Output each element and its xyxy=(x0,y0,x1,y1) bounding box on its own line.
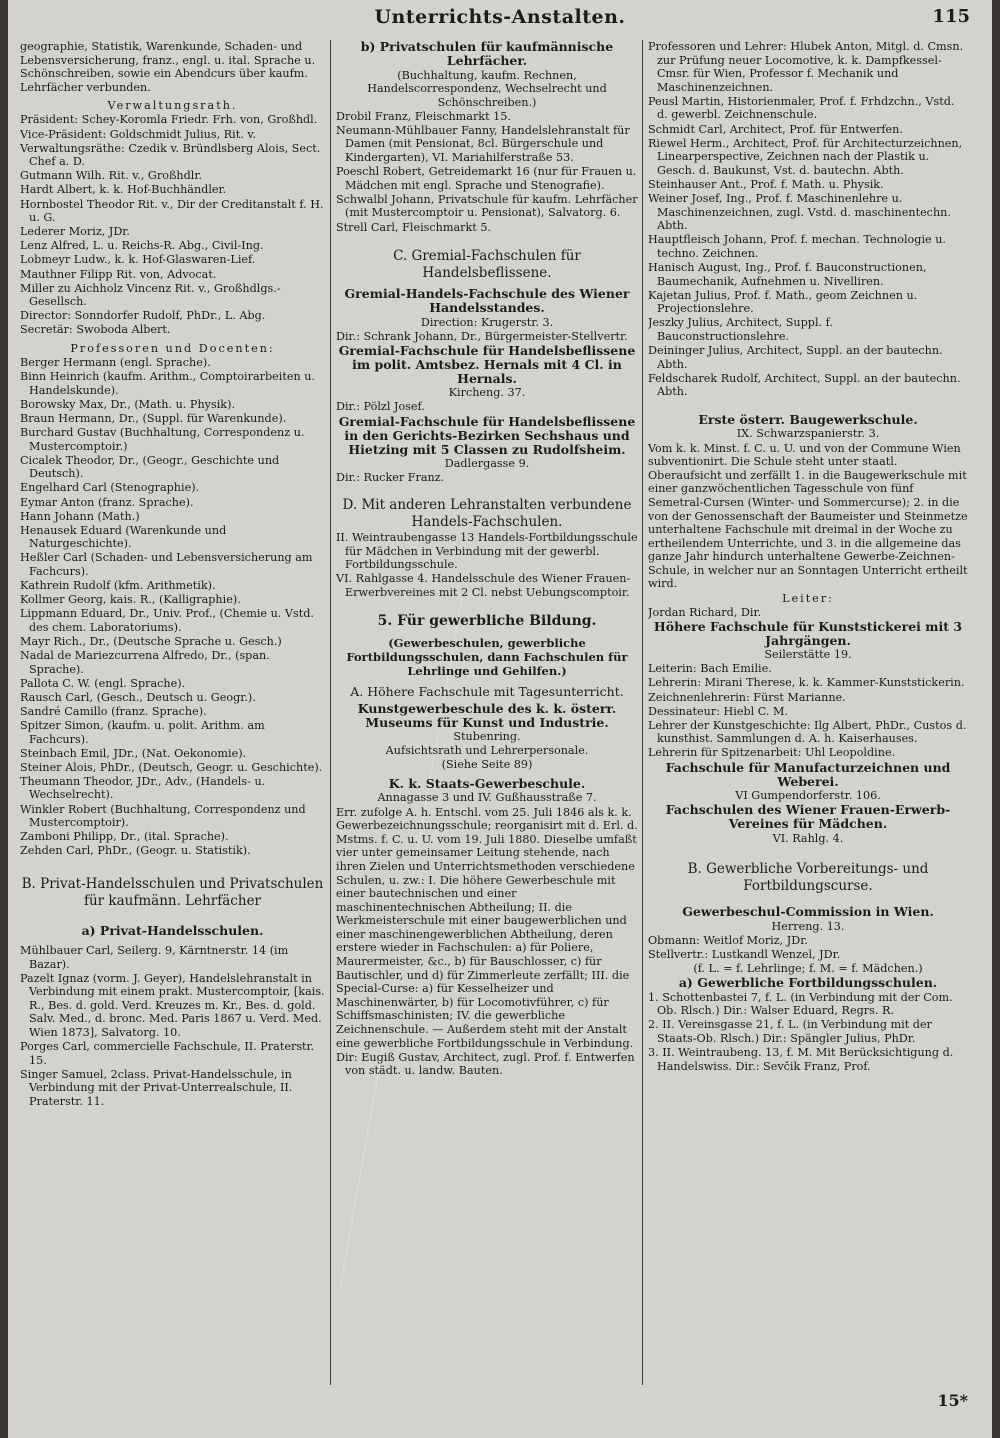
address: Seilerstätte 19. xyxy=(764,648,852,662)
section-heading: C. Gremial-Fachschulen für Handelsbeflissene. xyxy=(393,248,581,282)
entry: 1. Schottenbastei 7, f. L. (in Verbindung mit der Com. Ob. Rlsch.) Dir.: Walser Eduard, Regrs. R. xyxy=(648,990,953,1018)
entry: Dir.: Rucker Franz. xyxy=(336,471,445,485)
entry: Drobil Franz, Fleischmarkt 15. xyxy=(336,109,511,123)
address: Annagasse 3 und IV. Gußhausstraße 7. xyxy=(377,791,597,805)
section-heading: B. Gewerbliche Vorbereitungs- und Fortbildungscurse. xyxy=(687,861,929,895)
address: Herreng. 13. xyxy=(771,919,845,933)
entry: Lehrerin für Spitzenarbeit: Uhl Leopoldine. xyxy=(648,746,896,760)
entry: Zeichnenlehrerin: Fürst Marianne. xyxy=(648,690,846,704)
entry: Heßler Carl (Schaden- und Lebensversicherung am Fachcurs). xyxy=(20,551,313,578)
entry: Pazelt Ignaz (vorm. J. Geyer), Handelslehranstalt in Verbindung mit einem prakt. Mustercomptoir, [kais. R., Bes. d. gold. Verd. Kreuzes m. Kr., Bes. d. gold. Salv. Med., d. bronc. Med. Paris 1867 u. Verd. Med. Wien 1873], Salvatorg. 10. xyxy=(20,971,325,1039)
entry: Jordan Richard, Dir. xyxy=(648,605,762,619)
entry: Hauptfleisch Johann, Prof. f. mechan. Technologie u. techno. Zeichnen. xyxy=(648,233,946,260)
entry: Winkler Robert (Buchhaltung, Correspondenz und Mustercomptoir). xyxy=(20,802,306,830)
entry: Rausch Carl, (Gesch., Deutsch u. Geogr.). xyxy=(20,690,256,704)
entry: Schmidt Carl, Architect, Prof. für Entwerfen. xyxy=(648,122,903,136)
cross-reference: (Siehe Seite 89) xyxy=(441,758,533,772)
entry: Obmann: Weitlof Moriz, JDr. xyxy=(648,933,808,947)
section-label: Verwaltungsrath. xyxy=(107,99,238,113)
address: VI Gumpendorferstr. 106. xyxy=(735,789,881,802)
entry: Deininger Julius, Architect, Suppl. an der bautechn. Abth. xyxy=(648,344,943,371)
entry: Eymar Anton (franz. Sprache). xyxy=(20,495,194,509)
text-paragraph: (Buchhaltung, kaufm. Rechnen, Handelscorrespondenz, Wechselrecht und Schönschreiben.) xyxy=(367,68,607,109)
section-heading: D. Mit anderen Lehranstalten verbundene Handels-Fachschulen. xyxy=(342,496,632,530)
entry: Director: Sonndorfer Rudolf, PhDr., L. Abg. xyxy=(20,309,266,323)
column-divider xyxy=(642,40,643,1385)
address: Dadlergasse 9. xyxy=(444,457,530,470)
entry: Poeschl Robert, Getreidemarkt 16 (nur für Frauen u. Mädchen mit engl. Sprache und Stenografie). xyxy=(336,165,637,192)
section-label: Leiter: xyxy=(782,591,834,605)
entry: Miller zu Aichholz Vincenz Rit. v., Großhdlgs.-Gesellsch. xyxy=(20,281,281,309)
entry: Zamboni Philipp, Dr., (ital. Sprache). xyxy=(20,830,229,844)
entry: 3. II. Weintraubeng. 13, f. M. Mit Berücksichtigung d. Handelswiss. Dir.: Sevčik Franz, Prof. xyxy=(648,1045,954,1073)
entry: Strell Carl, Fleischmarkt 5. xyxy=(336,220,491,234)
address: Direction: Krugerstr. 3. xyxy=(420,315,554,329)
entry: Dir.: Schrank Johann, Dr., Bürgermeister-Stellvertr. xyxy=(336,329,628,343)
entry: VI. Rahlgasse 4. Handelsschule des Wiener Frauen-Erwerbvereines mit 2 Cl. nebst Uebungscomptoir. xyxy=(336,572,631,600)
chapter-note: (Gewerbeschulen, gewerbliche Fortbildungsschulen, dann Fachschulen für Lehrlinge und Gehilfen.) xyxy=(346,635,628,678)
section-heading: A. Höhere Fachschule mit Tagesunterricht. xyxy=(350,683,624,699)
entry: Gutmann Wilh. Rit. v., Großhdlr. xyxy=(20,169,203,183)
text-paragraph: Err. zufolge A. h. Entschl. vom 25. Juli 1846 als k. k. Gewerbezeichnungsschule; reorganisirt mit d. Erl. d. Mstms. f. C. u. U. vom 19. Juli 1880. Dieselbe umfaßt vier unter gemeinsamer Leitung stehende, nach ihren Zielen und Unterrichtsmethoden verschiedene Schulen, u. zw.: I. Die höhere Gewerbeschule mit einer bautechnischen und einer maschinentechnischen Abtheilung; II. die Werkmeisterschule mit einer baugewerblichen und einer maschinengewerblichen Abtheilung, deren erstere wieder in Fachschulen: a) für Poliere, Maurermeister, &c., b) für Bauschlosser, c) für Bautischler, und d) für Zimmerleute zerfällt; III. die Special-Curse: a) für Kesselheizer und Maschinenwärter, b) für Locomotivführer, c) für Schiffsmaschinisten; IV. die gewerbliche Zeichnenschule. — Außerdem steht mit der Anstalt eine gewerbliche Fortbildungsschule in Verbindung. xyxy=(336,805,638,1050)
entry: Berger Hermann (engl. Sprache). xyxy=(20,356,211,370)
entry: Riewel Herm., Architect, Prof. für Architecturzeichnen, Linearperspective, Zeichnen nach der Plastik u. Gesch. d. Baukunst, Vst. d. bautechn. Abth. xyxy=(648,136,963,177)
entry: Kathrein Rudolf (kfm. Arithmetik). xyxy=(20,579,216,593)
note: (f. L. = f. Lehrlinge; f. M. = f. Mädchen.) xyxy=(693,961,923,975)
section-heading: B. Privat-Handelsschulen und Privatschulen für kaufmänn. Lehrfächer xyxy=(21,875,324,909)
entry: 2. II. Vereinsgasse 21, f. L. (in Verbindung mit der Staats-Ob. Rlsch.) Dir.: Spängler Julius, PhDr. xyxy=(648,1018,932,1045)
entry: Kollmer Georg, kais. R., (Kalligraphie). xyxy=(20,593,241,607)
address: Kircheng. 37. xyxy=(448,386,526,400)
entry: Hornbostel Theodor Rit. v., Dir der Creditanstalt f. H. u. G. xyxy=(20,197,324,225)
entry: Steiner Alois, PhDr., (Deutsch, Geogr. u. Geschichte). xyxy=(20,760,323,774)
entry: Engelhard Carl (Stenographie). xyxy=(20,481,200,495)
entry: Pallota C. W. (engl. Sprache). xyxy=(20,676,186,690)
school-heading: Gremial-Fachschule für Handelsbeflissene in den Gerichts-Bezirken Sechshaus und Hietzing mit 5 Classen zu Rudolfsheim. xyxy=(338,413,636,457)
entry: Mühlbauer Carl, Seilerg. 9, Kärntnerstr. 14 (im Bazar). xyxy=(20,943,289,971)
entry: Jeszky Julius, Architect, Suppl. f. Bauconstructionslehre. xyxy=(648,316,833,343)
entry: Dessinateur: Hiebl C. M. xyxy=(648,704,789,718)
text-paragraph: Aufsichtsrath und Lehrerpersonale. xyxy=(385,744,589,758)
entry: Steinhauser Ant., Prof. f. Math. u. Physik. xyxy=(648,177,884,191)
school-heading: Gremial-Fachschule für Handelsbeflissene im polit. Amtsbez. Hernals mit 4 Cl. in Hernals. xyxy=(338,342,636,386)
subsection-heading: a) Gewerbliche Fortbildungsschulen. xyxy=(678,975,938,991)
entry: Sandré Camillo (franz. Sprache). xyxy=(20,704,207,718)
school-heading: K. k. Staats-Gewerbeschule. xyxy=(388,775,586,791)
entry: Zehden Carl, PhDr., (Geogr. u. Statistik). xyxy=(20,844,251,858)
entry: Leiterin: Bach Emilie. xyxy=(648,662,772,676)
school-heading: Kunstgewerbeschule des k. k. österr. Museums für Kunst und Industrie. xyxy=(357,700,617,730)
signature-mark: 15* xyxy=(937,1391,968,1410)
text-paragraph: Vom k. k. Minst. f. C. u. U. und von der Commune Wien subventionirt. Die Schule steht unter staatl. Oberaufsicht und zerfällt 1. in die Baugewerkschule mit einer ganzwöchentlichen Tagesschule von fünf Semetral-Cursen (Winter- und Sommercurse); 2. in die von der Genossenschaft der Baumeister und Steinmetze unterhaltene Fachschule mit dreimal in der Woche zu ertheilendem Unterrichte, und 3. in die allgemeine das ganze Jahr hindurch unterhaltene Gewerbe-Zeichnen-Schule, in welcher nur an Sonntagen Unterricht ertheilt wird. xyxy=(648,441,968,591)
school-heading: Erste österr. Baugewerkschule. xyxy=(698,411,918,427)
page-header xyxy=(8,6,992,34)
entry: Hanisch August, Ing., Prof. f. Bauconstructionen, Baumechanik, Aufnehmen u. Nivelliren. xyxy=(648,261,927,288)
entry: Lehrerin: Mirani Therese, k. k. Kammer-Kunststickerin. xyxy=(648,676,965,690)
entry: Lehrer der Kunstgeschichte: Ilg Albert, PhDr., Custos d. kunsthist. Sammlungen d. A. h. Kaiserhauses. xyxy=(648,718,967,746)
entry: Schwalbl Johann, Privatschule für kaufm. Lehrfächer (mit Mustercomptoir u. Pensionat), Salvatorg. 6. xyxy=(336,192,638,220)
column-right xyxy=(648,40,968,1390)
entry: Hardt Albert, k. k. Hof-Buchhändler. xyxy=(20,183,227,197)
section-label: Professoren und Docenten: xyxy=(70,341,275,355)
entry: Binn Heinrich (kaufm. Arithm., Comptoirarbeiten u. Handelskunde). xyxy=(20,370,315,397)
entry: Dir: Eugiß Gustav, Architect, zugl. Prof. f. Entwerfen von städt. u. landw. Bauten. xyxy=(336,1050,635,1078)
column-left xyxy=(20,40,325,1390)
entry: Steinbach Emil, JDr., (Nat. Oekonomie). xyxy=(20,746,247,760)
school-heading: Höhere Fachschule für Kunststickerei mit 3 Jahrgängen. xyxy=(653,618,963,648)
entry: Mauthner Filipp Rit. von, Advocat. xyxy=(20,267,217,281)
entry: Vice-Präsident: Goldschmidt Julius, Rit. v. xyxy=(20,127,256,141)
text-paragraph: geographie, Statistik, Warenkunde, Schaden- und Lebensversicherung, franz., engl. u. ital. Sprache u. Schönschreiben, sowie ein Abendcurs über kaufm. Lehrfächer verbunden. xyxy=(20,40,316,94)
entry: Braun Hermann, Dr., (Suppl. für Warenkunde). xyxy=(20,411,287,425)
page-title: Unterrichts-Anstalten. xyxy=(374,6,626,28)
address: IX. Schwarzspanierstr. 3. xyxy=(736,427,880,441)
entry: Singer Samuel, 2class. Privat-Handelsschule, in Verbindung mit der Privat-Unterrealschule, II. Praterstr. 11. xyxy=(20,1067,293,1108)
entry: Präsident: Schey-Koromla Friedr. Frh. von, Großhdl. xyxy=(20,113,318,127)
entry: Feldscharek Rudolf, Architect, Suppl. an der bautechn. Abth. xyxy=(648,371,961,399)
entry: Neumann-Mühlbauer Fanny, Handelslehranstalt für Damen (mit Pensionat, 8cl. Bürgerschule und Kindergarten), VI. Mariahilferstraße 53. xyxy=(336,123,630,165)
entry: Hann Johann (Math.) xyxy=(20,509,140,523)
entry: Dir.: Pölzl Josef. xyxy=(336,400,425,414)
chapter-heading: 5. Für gewerbliche Bildung. xyxy=(377,612,597,629)
page xyxy=(8,0,992,1438)
entry: Stellvertr.: Lustkandl Wenzel, JDr. xyxy=(648,947,841,961)
entry: Henausek Eduard (Warenkunde und Naturgeschichte). xyxy=(20,523,227,551)
page-number: 115 xyxy=(932,6,970,27)
entry: Theumann Theodor, JDr., Adv., (Handels- u. Wechselrecht). xyxy=(20,774,266,802)
entry: Weiner Josef, Ing., Prof. f. Maschinenlehre u. Maschinenzeichnen, zugl. Vstd. d. maschinentechn. Abth. xyxy=(648,192,951,233)
entry: Kajetan Julius, Prof. f. Math., geom Zeichnen u. Projectionslehre. xyxy=(648,288,918,316)
school-heading: Gremial-Handels-Fachschule des Wiener Handelsstandes. xyxy=(344,286,630,316)
entry: Borowsky Max, Dr., (Math. u. Physik). xyxy=(20,397,236,411)
entry: Porges Carl, commercielle Fachschule, II. Praterstr. 15. xyxy=(20,1040,315,1067)
entry: Peusl Martin, Historienmaler, Prof. f. Frhdzchn., Vstd. d. gewerbl. Zeichnenschule. xyxy=(648,94,955,122)
entry: Lobmeyr Ludw., k. k. Hof-Glaswaren-Lief. xyxy=(20,253,256,267)
entry: Professoren und Lehrer: Hlubek Anton, Mitgl. d. Cmsn. zur Prüfung neuer Locomotive, k. k. Dampfkessel-Cmsr. für Wien, Professor f. Mechanik und Maschinenzeichnen. xyxy=(648,40,964,94)
entry: Lippmann Eduard, Dr., Univ. Prof., (Chemie u. Vstd. des chem. Laboratoriums). xyxy=(20,607,314,634)
school-heading: Gewerbeschul-Commission in Wien. xyxy=(682,904,934,920)
entry: Burchard Gustav (Buchhaltung, Correspondenz u. Mustercomptoir.) xyxy=(20,426,305,453)
subsection-heading: b) Privatschulen für kaufmännische Lehrfächer. xyxy=(360,40,614,68)
entry: Cicalek Theodor, Dr., (Geogr., Geschichte und Deutsch). xyxy=(20,453,280,481)
entry: Lenz Alfred, L. u. Reichs-R. Abg., Civil-Ing. xyxy=(20,239,264,253)
entry: II. Weintraubengasse 13 Handels-Fortbildungsschule für Mädchen in Verbindung mit der gewerbl. Fortbildungsschule. xyxy=(336,531,638,572)
address: Stubenring. xyxy=(453,730,521,744)
subsection-heading: a) Privat-Handelsschulen. xyxy=(81,922,264,938)
entry: Mayr Rich., Dr., (Deutsche Sprache u. Gesch.) xyxy=(20,634,282,648)
column-middle xyxy=(336,40,638,1390)
entry: Spitzer Simon, (kaufm. u. polit. Arithm. am Fachcurs). xyxy=(20,719,265,746)
school-heading: Fachschulen des Wiener Frauen-Erwerb-Vereines für Mädchen. xyxy=(665,802,951,832)
entry: Nadal de Mariezcurrena Alfredo, Dr., (span. Sprache). xyxy=(20,649,270,676)
column-divider xyxy=(330,40,331,1385)
entry: Verwaltungsräthe: Czedik v. Bründlsberg Alois, Sect. Chef a. D. xyxy=(20,141,321,169)
entry: Lederer Moriz, JDr. xyxy=(20,225,130,239)
entry: Secretär: Swoboda Albert. xyxy=(20,323,171,337)
school-heading: Fachschule für Manufacturzeichnen und Weberei. xyxy=(665,759,951,789)
address: VI. Rahlg. 4. xyxy=(772,831,844,845)
